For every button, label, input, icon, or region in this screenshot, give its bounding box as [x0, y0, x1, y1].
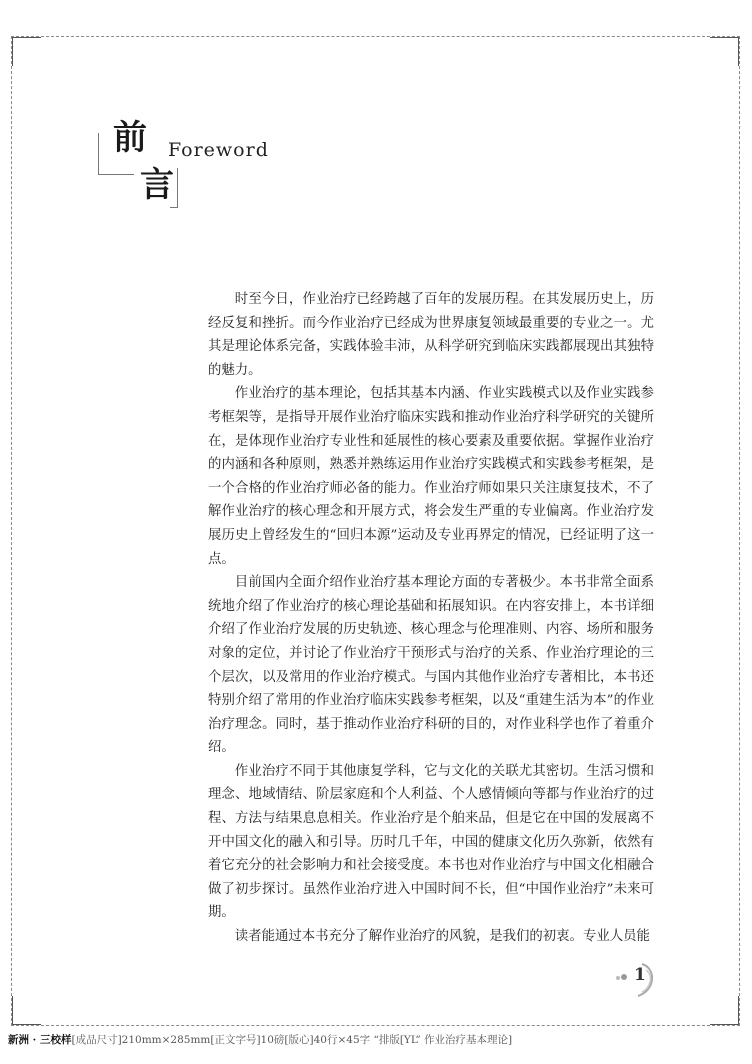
print-specs: [成品尺寸]210mm×285mm[正文字号]10磅[版心]40行×45字 “排版[YL” 作业治疗基本理论]: [71, 1034, 513, 1046]
page-number-block: [612, 960, 662, 1000]
paragraph: 作业治疗不同于其他康复学科，它与文化的关联尤其密切。生活习惯和理念、地域情结、阶层家庭和个人利益、个人感情倾向等都与作业治疗的过程、方法与结果息息相关。作业治疗是个舶来品，但是它在中国的发展离不开中国文化的融入和引导。历时几千年，中国的健康文化历久弥新，依然有着它充分的社会影响力和社会接受度。本书也对作业治疗与中国文化相融合做了初步探讨。虽然作业治疗进入中国时间不长，但“中国作业治疗”未来可期。: [208, 763, 654, 921]
paragraph: 时至今日，作业治疗已经跨越了百年的发展历程。在其发展历史上，历经反复和挫折。而今作业治疗已经成为世界康复领域最重要的专业之一。尤其是理论体系完备，实践体验丰沛，从科学研究到临床实践都展现出其独特的魅力。: [208, 292, 654, 378]
paragraph: 读者能通过本书充分了解作业治疗的风貌，是我们的初衷。专业人员能: [234, 929, 650, 945]
heading-english: Foreword: [168, 139, 269, 161]
crop-mark-top-left: [12, 37, 41, 66]
heading-char-qian: 前: [113, 118, 147, 158]
page-number: 1: [634, 965, 646, 985]
proof-tag: 新洲 · 三校样: [8, 1034, 72, 1046]
crop-mark-bottom-right: [710, 996, 739, 1025]
crop-mark-top-right: [710, 37, 739, 66]
print-footer: [8, 1032, 744, 1047]
paragraph: 作业治疗的基本理论，包括其基本内涵、作业实践模式以及作业实践参考框架等，是指导开展作业治疗临床实践和推动作业治疗科学研究的关键所在，是体现作业治疗专业性和延展性的核心要素及重要依据。掌握作业治疗的内涵和各种原则，熟悉并熟练运用作业治疗实践模式和实践参考框架，是一个合格的作业治疗师必备的能力。作业治疗师如果只关注康复技术，不了解作业治疗的核心理念和开展方式，将会发生严重的专业偏离。作业治疗发展历史上曾经发生的“回归本源”运动及专业再界定的情况，已经证明了这一点。: [208, 386, 654, 567]
heading-bracket-line: [177, 168, 178, 208]
heading-bracket-line: [170, 207, 178, 208]
crop-mark-bottom-left: [12, 996, 41, 1025]
heading-bracket-line: [98, 133, 99, 174]
foreword-body: [208, 288, 654, 949]
paragraph: 目前国内全面介绍作业治疗基本理论方面的专著极少。本书非常全面系统地介绍了作业治疗的核心理论基础和拓展知识。在内容安排上，本书详细介绍了作业治疗发展的历史轨迹、核心理念与伦理准则、内容、场所和服务对象的定位，并讨论了作业治疗干预形式与治疗的关系、作业治疗理论的三个层次，以及常用的作业治疗模式。与国内其他作业治疗专著相比，本书还特别介绍了常用的作业治疗临床实践参考框架，以及“重建生活为本”的作业治疗理念。同时，基于推动作业治疗科研的目的，对作业科学也作了着重介绍。: [208, 575, 654, 756]
heading-char-yan: 言: [140, 165, 174, 205]
heading-bracket-line: [98, 174, 134, 175]
